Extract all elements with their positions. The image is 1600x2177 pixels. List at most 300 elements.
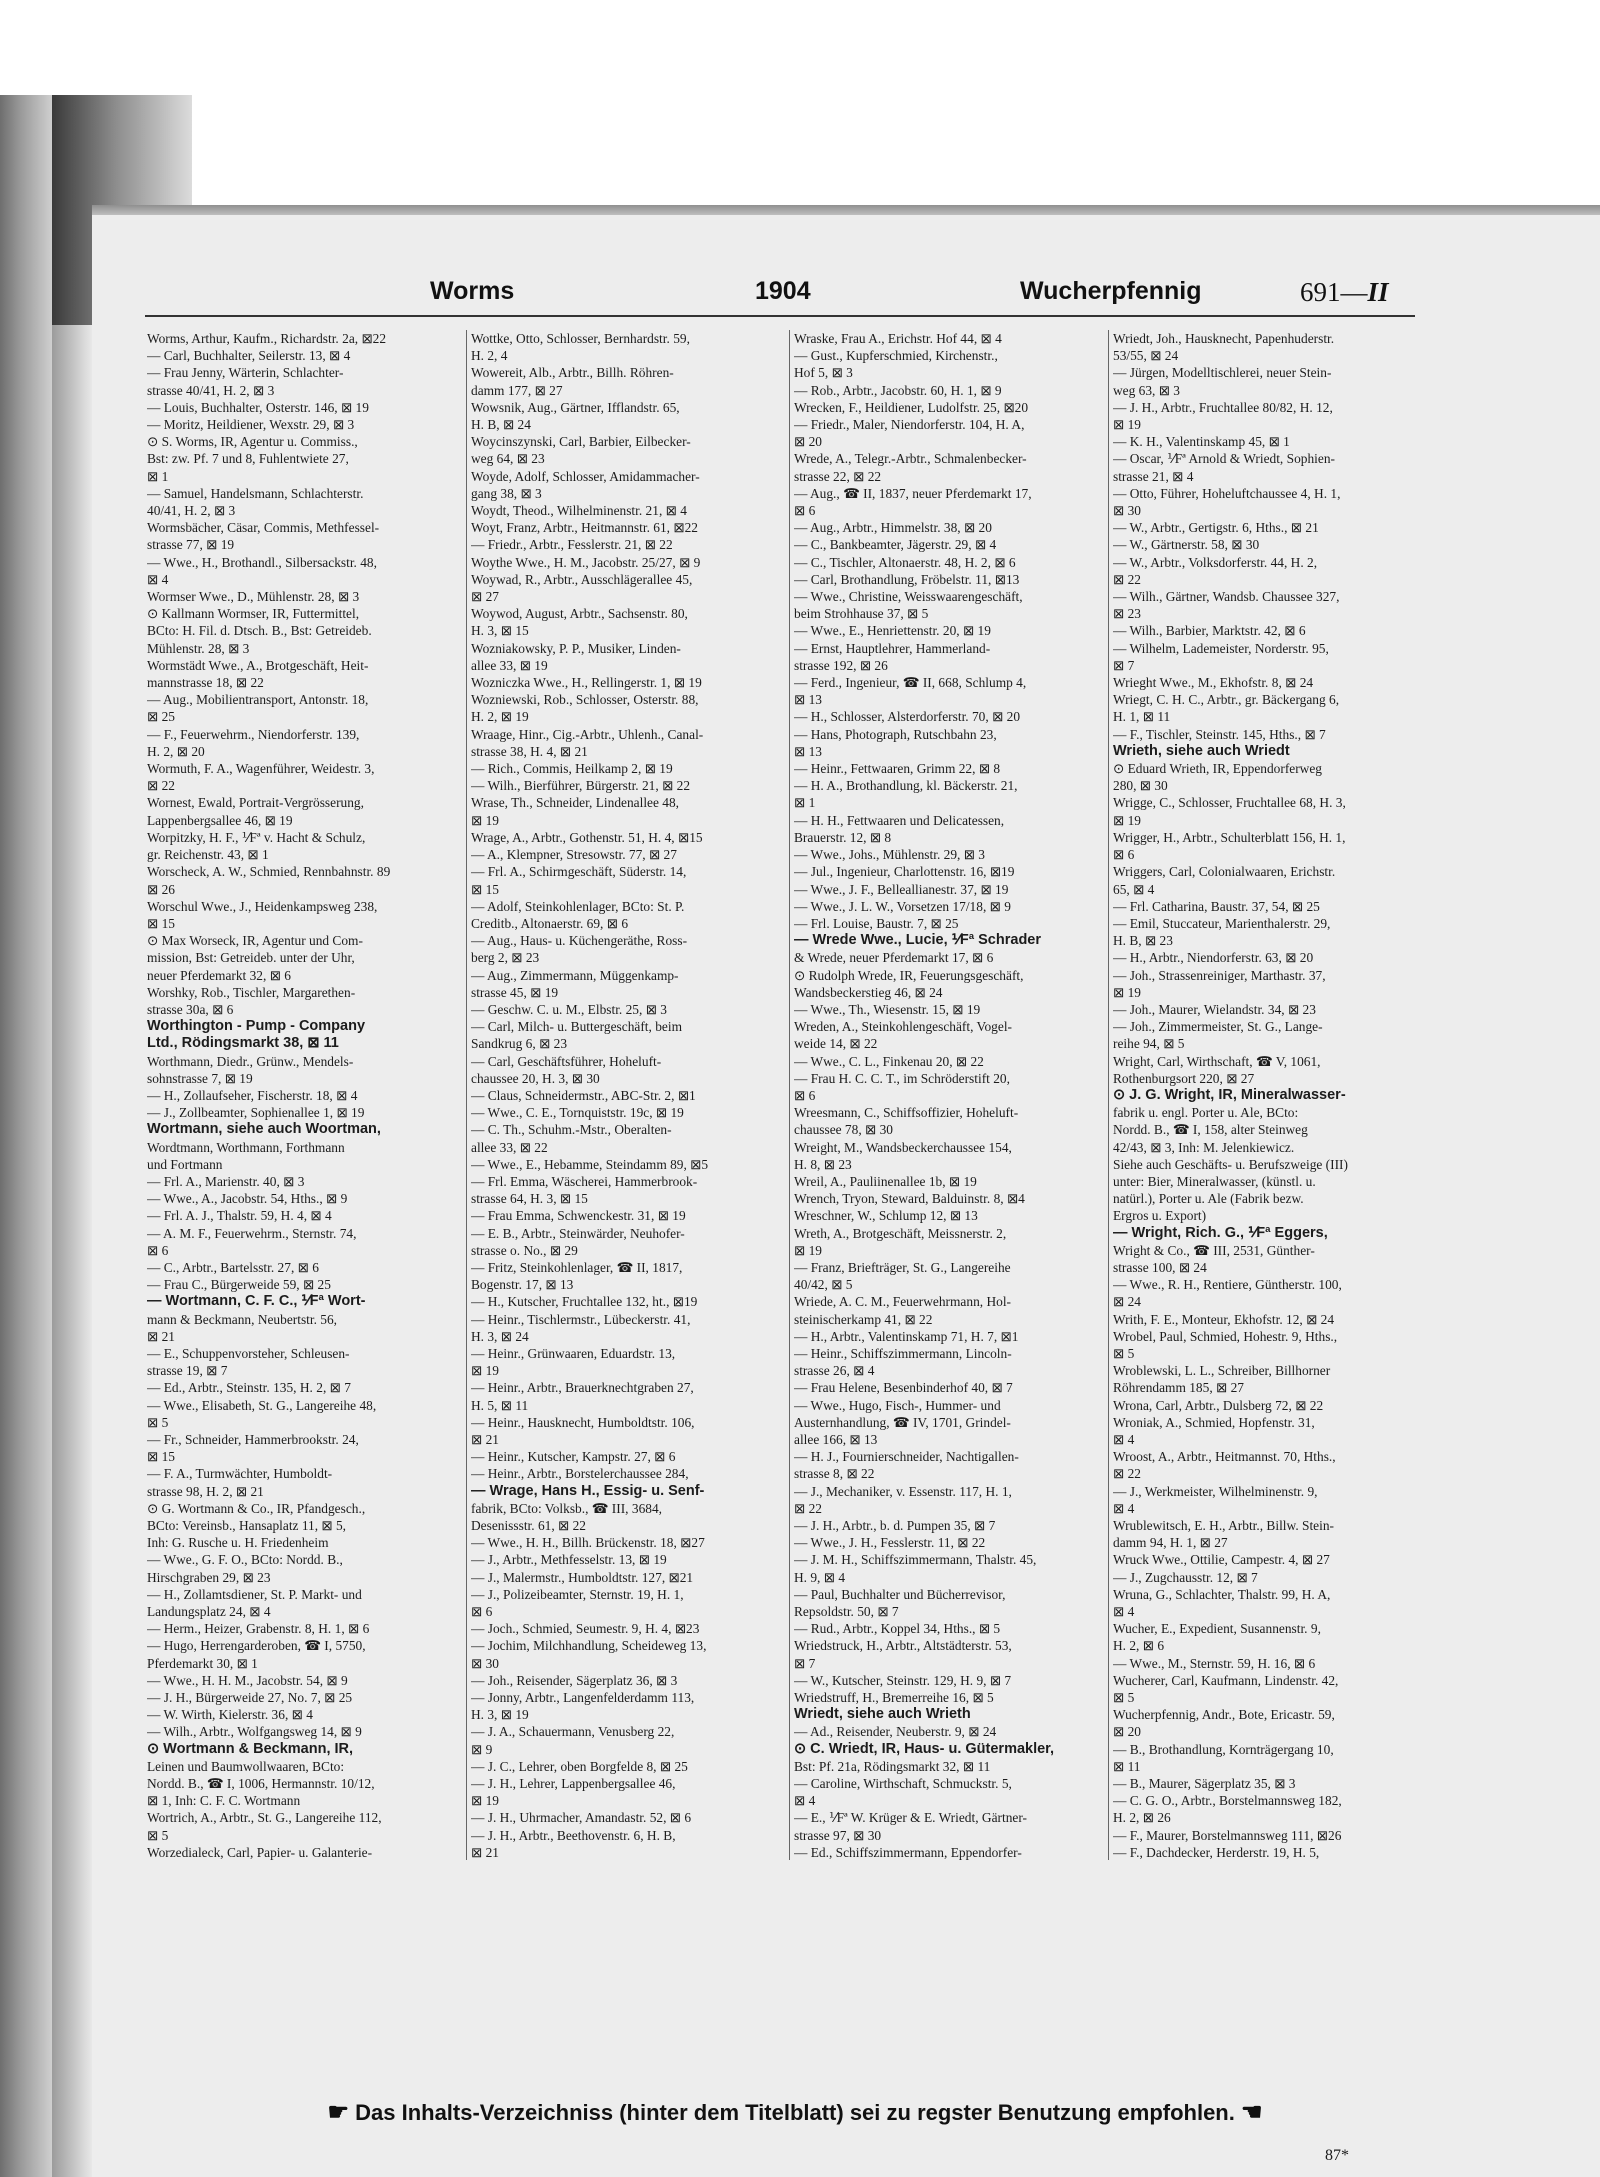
directory-entry: Woythe Wwe., H. M., Jacobstr. 25/27, ⊠ 9 [471,554,701,570]
directory-entry: gang 38, ⊠ 3 [471,485,542,501]
directory-entry: — Aug., Arbtr., Himmelstr. 38, ⊠ 20 [794,520,992,536]
directory-entry: ⊠ 19 [794,1242,822,1258]
directory-entry: strasse 40/41, H. 2, ⊠ 3 [147,382,275,398]
directory-entry: damm 94, H. 1, ⊠ 27 [1113,1535,1228,1551]
directory-entry: — J., Zollbeamter, Sophienallee 1, ⊠ 19 [147,1105,365,1121]
directory-entry: — C., Tischler, Altonaerstr. 48, H. 2, ⊠ 6 [794,554,1016,570]
directory-entry: ⊠ 4 [1113,1604,1135,1620]
directory-entry: ⊠ 19 [471,1363,499,1379]
directory-entry: — Wwe., G. F. O., BCto: Nordd. B., [147,1552,343,1568]
directory-entry: ⊠ 15 [471,881,499,897]
directory-entry: — Heinr., Kutscher, Kampstr. 27, ⊠ 6 [471,1449,676,1465]
directory-entry: allee 166, ⊠ 13 [794,1432,878,1447]
directory-entry: Wreschner, W., Schlump 12, ⊠ 13 [794,1208,978,1224]
directory-entry: ⊠ 1 [147,468,169,484]
directory-entry: — W. Wirth, Kielerstr. 36, ⊠ 4 [147,1707,313,1723]
directory-entry: — Rud., Arbtr., Koppel 34, Hths., ⊠ 5 [794,1621,1001,1637]
directory-entry: ⊠ 4 [794,1793,816,1809]
directory-entry: ⊠ 5 [147,1827,169,1843]
directory-entry: Wriegt, C. H. C., Arbtr., gr. Bäckergang 6, [1113,692,1340,708]
directory-entry: Wreesmann, C., Schiffsoffizier, Hoheluft- [794,1105,1019,1121]
column-2 [466,330,789,1860]
directory-entry: — Frl. A., Schirmgeschäft, Süderstr. 14, [471,864,687,880]
directory-entry: — Wwe., E., Henriettenstr. 20, ⊠ 19 [794,623,991,639]
directory-entry: strasse o. No., ⊠ 29 [471,1242,578,1258]
directory-entry: Wormstädt Wwe., A., Brotgeschäft, Heit- [147,657,369,673]
directory-entry: Wornest, Ewald, Portrait-Vergrösserung, [147,795,364,811]
directory-entry: — Wwe., Th., Wiesenstr. 15, ⊠ 19 [794,1001,981,1017]
directory-entry: — Adolf, Steinkohlenlager, BCto: St. P. [471,898,685,914]
directory-entry: — J., Polizeibeamter, Sternstr. 19, H. 1, [471,1586,684,1602]
directory-entry: — B., Maurer, Sägerplatz 35, ⊠ 3 [1113,1776,1296,1792]
directory-entry: Woywad, R., Arbtr., Ausschlägerallee 45, [471,571,693,587]
directory-entry: ⊠ 19 [1113,984,1141,1000]
directory-entry: ⊙ C. Wriedt, IR, Haus- u. Gütermakler, [794,1740,1055,1757]
directory-entry: — Carl, Brothandlung, Fröbelstr. 11, ⊠13 [794,571,1020,587]
directory-entry: — C., Arbtr., Bartelsstr. 27, ⊠ 6 [147,1259,319,1275]
directory-entry: Wrublewitsch, E. H., Arbtr., Billw. Stein- [1113,1518,1335,1534]
directory-entry: — A., Klempner, Stresowstr. 77, ⊠ 27 [471,847,677,863]
directory-entry: — Wwe., J. L. W., Vorsetzen 17/18, ⊠ 9 [794,898,1011,914]
directory-entry: — E., Schuppenvorsteher, Schleusen- [147,1345,350,1361]
directory-entry: — C. G. O., Arbtr., Borstelmannsweg 182, [1113,1793,1342,1809]
directory-entry: ⊠ 19 [471,1793,499,1809]
directory-entry: strasse 64, H. 3, ⊠ 15 [471,1191,588,1207]
directory-entry: ⊠ 6 [794,1087,816,1103]
directory-entry: — J. M. H., Schiffszimmermann, Thalstr. 45, [794,1552,1037,1568]
directory-entry: ⊙ Rudolph Wrede, IR, Feuerungsgeschäft, [794,967,1024,983]
directory-entry: — Carl, Milch- u. Buttergeschäft, beim [471,1019,682,1035]
directory-entry: Wowsnik, Aug., Gärtner, Ifflandstr. 65, [471,399,680,415]
directory-entry: — Wwe., A., Jacobstr. 54, Hths., ⊠ 9 [147,1191,348,1207]
directory-entry: — W., Kutscher, Steinstr. 129, H. 9, ⊠ 7 [794,1672,1012,1688]
directory-entry: — Fr., Schneider, Hammerbrookstr. 24, [147,1432,359,1447]
directory-entry: Sandkrug 6, ⊠ 23 [471,1036,568,1052]
directory-entry: ⊠ 30 [1113,503,1141,519]
directory-entry: und Fortmann [147,1156,223,1172]
directory-entry: ⊙ Eduard Wrieth, IR, Eppendorferweg [1113,761,1322,777]
directory-entry: Wormuth, F. A., Wagenführer, Weidestr. 3, [147,761,375,777]
directory-entry: H. B, ⊠ 24 [471,417,531,433]
directory-entry: Wozniakowsky, P. P., Musiker, Linden- [471,640,681,656]
directory-entry: H. B, ⊠ 23 [1113,933,1173,949]
directory-entry: Woydt, Theod., Wilhelminenstr. 21, ⊠ 4 [471,503,687,519]
directory-entry: ⊠ 6 [471,1604,493,1620]
page-number: 691—II [1300,277,1389,307]
directory-entry: ⊠ 20 [794,434,822,450]
directory-entry: & Wrede, neuer Pferdemarkt 17, ⊠ 6 [794,950,994,966]
directory-entry: — Wrage, Hans H., Essig- u. Senf- [471,1482,705,1499]
directory-entry: Wreight, M., Wandsbeckerchaussee 154, [794,1139,1012,1155]
directory-entry: — B., Brothandlung, Kornträgergang 10, [1113,1741,1334,1757]
directory-entry: — H. J., Fournierschneider, Nachtigallen- [794,1449,1019,1465]
directory-entry: Wrona, Carl, Arbtr., Dulsberg 72, ⊠ 22 [1113,1397,1324,1413]
directory-entry: ⊠ 5 [1113,1345,1135,1361]
directory-entry: — Ed., Arbtr., Steinstr. 135, H. 2, ⊠ 7 [147,1380,351,1396]
signature-mark: 87* [1325,2147,1349,2164]
directory-entry: — Jul., Ingenieur, Charlottenstr. 16, ⊠19 [794,864,1015,880]
directory-entry: Siehe auch Geschäfts- u. Berufszweige (III) [1113,1156,1348,1172]
directory-entry: ⊠ 6 [1113,847,1135,863]
directory-entry: ⊠ 7 [1113,657,1135,673]
directory-entry: Nordd. B., ☎ I, 158, alter Steinweg [1113,1122,1308,1138]
directory-entry: Worthmann, Diedr., Grünw., Mendels- [147,1053,354,1069]
directory-entry: weg 64, ⊠ 23 [471,451,545,467]
directory-entry: — W., Gärtnerstr. 58, ⊠ 30 [1113,537,1260,553]
directory-entry: Wriedt, siehe auch Wrieth [794,1706,971,1723]
directory-entry: — Fritz, Steinkohlenlager, ☎ II, 1817, [471,1259,683,1275]
directory-entry: ⊠ 25 [147,709,175,725]
directory-entry: berg 2, ⊠ 23 [471,950,540,966]
directory-entry: strasse 45, ⊠ 19 [471,984,559,1000]
directory-entry: ⊙ Wortmann & Beckmann, IR, [147,1740,354,1757]
directory-entry: Bst: zw. Pf. 7 und 8, Fuhlentwiete 27, [147,451,349,467]
directory-entry: — C., Bankbeamter, Jägerstr. 29, ⊠ 4 [794,537,997,553]
directory-entry: — Ad., Reisender, Neuberstr. 9, ⊠ 24 [794,1724,997,1740]
directory-entry: — Paul, Buchhalter und Bücherrevisor, [794,1586,1006,1602]
directory-entry: — Jonny, Arbtr., Langenfelderdamm 113, [471,1690,695,1706]
directory-entry: — Wwe., M., Sternstr. 59, H. 16, ⊠ 6 [1113,1655,1316,1671]
directory-entry: — E. B., Arbtr., Steinwärder, Neuhofer- [471,1225,685,1241]
directory-entry: — Heinr., Schiffszimmermann, Lincoln- [794,1345,1012,1361]
directory-entry: — Heinr., Tischlermstr., Lübeckerstr. 41, [471,1311,691,1327]
directory-entry: — Aug., Mobilientransport, Antonstr. 18, [147,692,369,708]
directory-entry: Wrede, A., Telegr.-Arbtr., Schmalenbecker- [794,451,1027,467]
directory-entry: — Friedr., Maler, Niendorferstr. 104, H. A, [794,417,1025,433]
directory-entry: ⊙ J. G. Wright, IR, Mineralwasser- [1113,1086,1346,1103]
directory-entry: — Hugo, Herrengarderoben, ☎ I, 5750, [147,1638,366,1654]
directory-entry: neuer Pferdemarkt 32, ⊠ 6 [147,967,291,983]
directory-entry: — Wilh., Barbier, Marktstr. 42, ⊠ 6 [1113,623,1306,639]
directory-entry: Desenissstr. 61, ⊠ 22 [471,1518,586,1534]
header-first-entry: Worms [430,277,515,305]
directory-entry: Worpitzky, H. F., ⅟Fª v. Hacht & Schulz, [147,829,366,845]
directory-entry: ⊠ 5 [1113,1690,1135,1706]
directory-entry: Worschul Wwe., J., Heidenkampsweg 238, [147,898,378,914]
directory-entry: — H., Arbtr., Valentinskamp 71, H. 7, ⊠1 [794,1328,1019,1344]
directory-entry: — Wwe., Hugo, Fisch-, Hummer- und [794,1397,1001,1413]
directory-entry: Worscheck, A. W., Schmied, Rennbahnstr. 89 [147,864,391,880]
directory-entry: — F., Feuerwehrm., Niendorferstr. 139, [147,726,360,742]
directory-entry: Ergros u. Export) [1113,1208,1207,1224]
directory-entry: ⊠ 23 [1113,606,1141,622]
directory-entry: — Carl, Geschäftsführer, Hoheluft- [471,1053,662,1069]
directory-entry: 53/55, ⊠ 24 [1113,348,1179,364]
directory-entry: — Frl. Louise, Baustr. 7, ⊠ 25 [794,915,959,931]
directory-entry: — Moritz, Heildiener, Wexstr. 29, ⊠ 3 [147,417,355,433]
directory-entry: Wriedstruff, H., Bremerreihe 16, ⊠ 5 [794,1690,994,1706]
directory-entry: — Frau H. C. C. T., im Schröderstift 20, [794,1070,1010,1086]
directory-entry: — Rob., Arbtr., Jacobstr. 60, H. 1, ⊠ 9 [794,382,1002,398]
directory-entry: steinischerkamp 41, ⊠ 22 [794,1311,933,1327]
directory-entry: — Wwe., C. E., Tornquiststr. 19c, ⊠ 19 [471,1105,684,1121]
directory-entry: — Jürgen, Modelltischlerei, neuer Stein- [1113,365,1332,381]
directory-entry: fabrik u. engl. Porter u. Ale, BCto: [1113,1105,1299,1121]
directory-entry: — Wortmann, C. F. C., ⅟Fª Wort- [147,1293,366,1310]
directory-entry: — Wilhelm, Lademeister, Norderstr. 95, [1113,640,1329,656]
directory-entry: natürl.), Porter u. Ale (Fabrik bezw. [1113,1191,1304,1207]
directory-entry: — Frau Jenny, Wärterin, Schlachter- [147,365,344,381]
directory-entry: — J. A., Schauermann, Venusberg 22, [471,1724,675,1740]
directory-entry: — J., Mechaniker, v. Essenstr. 117, H. 1, [794,1483,1012,1499]
directory-entry: Wruna, G., Schlachter, Thalstr. 99, H. A, [1113,1586,1331,1602]
directory-entry: Hirschgraben 29, ⊠ 23 [147,1569,271,1585]
directory-entry: — Friedr., Arbtr., Fesslerstr. 21, ⊠ 22 [471,537,673,553]
directory-entry: H. 3, ⊠ 24 [471,1328,529,1344]
directory-entry: Wortmann, siehe auch Woortman, [147,1121,381,1138]
directory-entry: reihe 94, ⊠ 5 [1113,1036,1185,1052]
directory-entry: ⊠ 27 [471,589,499,605]
directory-entry: ⊠ 6 [147,1242,169,1258]
directory-entry: fabrik, BCto: Volksb., ☎ III, 3684, [471,1500,663,1516]
directory-entry: 40/41, H. 2, ⊠ 3 [147,503,236,519]
directory-entry: — Joh., Reisender, Sägerplatz 36, ⊠ 3 [471,1672,678,1688]
directory-entry: ⊠ 24 [1113,1294,1141,1310]
directory-entry: — J. H., Arbtr., b. d. Pumpen 35, ⊠ 7 [794,1518,996,1534]
directory-entry: Repsoldstr. 50, ⊠ 7 [794,1604,899,1620]
directory-entry: Brauerstr. 12, ⊠ 8 [794,829,892,845]
header-year: 1904 [755,277,811,305]
directory-entry: BCto: Vereinsb., Hansaplatz 11, ⊠ 5, [147,1518,347,1534]
directory-entry: Creditb., Altonaerstr. 69, ⊠ 6 [471,915,629,931]
directory-entry: 40/42, ⊠ 5 [794,1277,853,1293]
directory-entry: strasse 19, ⊠ 7 [147,1363,228,1379]
directory-entry: — H., Schlosser, Alsterdorferstr. 70, ⊠ 20 [794,709,1021,725]
directory-entry: — Louis, Buchhalter, Osterstr. 146, ⊠ 19 [147,399,369,415]
directory-entry: — Joh., Strassenreiniger, Marthastr. 37, [1113,967,1326,983]
directory-entry: Austernhandlung, ☎ IV, 1701, Grindel- [794,1414,1011,1430]
directory-entry: ⊠ 26 [147,881,175,897]
directory-entry: ⊠ 4 [1113,1500,1135,1516]
directory-entry: 65, ⊠ 4 [1113,881,1155,897]
directory-entry: H. 2, ⊠ 26 [1113,1810,1171,1826]
directory-entry: Wrieght Wwe., M., Ekhofstr. 8, ⊠ 24 [1113,675,1314,691]
directory-entry: ⊠ 15 [147,1449,175,1465]
directory-entry: BCto: H. Fil. d. Dtsch. B., Bst: Getreideb. [147,623,372,639]
column-1 [147,330,465,1860]
directory-entry: Wormsbächer, Cäsar, Commis, Methfessel- [147,520,380,536]
directory-entry: — J. H., Uhrmacher, Amandastr. 52, ⊠ 6 [471,1810,692,1826]
directory-entry: Wreden, A., Steinkohlengeschäft, Vogel- [794,1019,1013,1035]
directory-entry: ⊠ 1, Inh: C. F. C. Wortmann [147,1793,301,1809]
directory-entry: — Heinr., Fettwaaren, Grimm 22, ⊠ 8 [794,761,1001,777]
directory-entry: Wucherpfennig, Andr., Bote, Ericastr. 59, [1113,1707,1335,1723]
directory-entry: ⊙ Kallmann Wormser, IR, Futtermittel, [147,606,360,622]
directory-entry: ⊠ 7 [794,1655,816,1671]
directory-entry: — Wwe., C. L., Finkenau 20, ⊠ 22 [794,1053,984,1069]
directory-entry: Wroblewski, L. L., Schreiber, Billhorner [1113,1363,1331,1379]
directory-entry: strasse 26, ⊠ 4 [794,1363,875,1379]
directory-entry: ⊙ G. Wortmann & Co., IR, Pfandgesch., [147,1500,366,1516]
directory-entry: strasse 22, ⊠ 22 [794,468,882,484]
previous-page-edge [0,95,52,2177]
directory-entry: allee 33, ⊠ 19 [471,657,548,673]
directory-entry: — Wwe., Johs., Mühlenstr. 29, ⊠ 3 [794,847,985,863]
directory-entry: strasse 30a, ⊠ 6 [147,1001,234,1017]
directory-entry: beim Strohhause 37, ⊠ 5 [794,606,929,622]
directory-entry: strasse 38, H. 4, ⊠ 21 [471,743,588,759]
directory-entry: strasse 98, H. 2, ⊠ 21 [147,1483,264,1499]
directory-entry: ⊙ Max Worseck, IR, Agentur und Com- [147,933,363,949]
directory-entry: Writh, F. E., Monteur, Ekhofstr. 12, ⊠ 24 [1113,1311,1335,1327]
directory-entry: H. 9, ⊠ 4 [794,1569,846,1585]
directory-entry: Wraske, Frau A., Erichstr. Hof 44, ⊠ 4 [794,331,1002,346]
directory-entry: — Frl. A. J., Thalstr. 59, H. 4, ⊠ 4 [147,1208,332,1224]
directory-entry: Woycinszynski, Carl, Barbier, Eilbecker- [471,434,691,450]
directory-entry: Wrecken, F., Heildiener, Ludolfstr. 25, ⊠20 [794,399,1029,415]
directory-entry: — J. H., Bürgerweide 27, No. 7, ⊠ 25 [147,1690,353,1706]
directory-entry: Worshky, Rob., Tischler, Margarethen- [147,984,356,1000]
directory-entry: 42/43, ⊠ 3, Inh: M. Jelenkiewicz. [1113,1139,1295,1155]
directory-entry: Nordd. B., ☎ I, 1006, Hermannstr. 10/12, [147,1776,375,1792]
directory-entry: Inh: G. Rusche u. H. Friedenheim [147,1535,329,1551]
directory-entry: Bst: Pf. 21a, Rödingsmarkt 32, ⊠ 11 [794,1758,991,1774]
directory-entry: Wrieth, siehe auch Wriedt [1113,742,1290,759]
directory-entry: Wucher, E., Expedient, Susannenstr. 9, [1113,1621,1321,1637]
directory-entry: unter: Bier, Mineralwasser, (künstl. u. [1113,1173,1316,1189]
directory-entry: — J., Zugchausstr. 12, ⊠ 7 [1113,1569,1258,1585]
directory-entry: gr. Reichenstr. 43, ⊠ 1 [147,847,269,863]
directory-entry: Wrigge, C., Schlosser, Fruchtallee 68, H. 3, [1113,795,1346,811]
directory-entry: — Ed., Schiffszimmermann, Eppendorfer- [794,1844,1022,1860]
directory-entry: H. 3, ⊠ 15 [471,623,529,639]
directory-entry: Wroost, A., Arbtr., Heitmannst. 70, Hths., [1113,1449,1336,1465]
directory-entry: — Carl, Buchhalter, Seilerstr. 13, ⊠ 4 [147,348,351,364]
directory-entry: weide 14, ⊠ 22 [794,1036,878,1052]
directory-entry: Wrigger, H., Arbtr., Schulterblatt 156, H. 1, [1113,829,1346,845]
directory-entry: Woyde, Adolf, Schlosser, Amidammacher- [471,468,700,484]
directory-entry: H. 2, 4 [471,348,508,364]
directory-entry: Wruck Wwe., Ottilie, Campestr. 4, ⊠ 27 [1113,1552,1330,1568]
directory-entry: Wriede, A. C. M., Feuerwehrmann, Hol- [794,1294,1012,1310]
directory-entry: ⊠ 11 [1113,1758,1141,1774]
directory-entry: — Herm., Heizer, Grabenstr. 8, H. 1, ⊠ 6 [147,1621,370,1637]
directory-entry: ⊠ 22 [1113,571,1141,587]
directory-entry: — H., Zollamtsdiener, St. P. Markt- und [147,1586,362,1602]
directory-entry: — Ernst, Hauptlehrer, Hammerland- [794,640,991,656]
directory-entry: — Frl. Catharina, Baustr. 37, 54, ⊠ 25 [1113,898,1320,914]
directory-entry: — Otto, Führer, Hoheluftchaussee 4, H. 1, [1113,485,1341,501]
directory-entry: Rothenburgsort 220, ⊠ 27 [1113,1070,1255,1086]
directory-entry: chaussee 78, ⊠ 30 [794,1122,893,1138]
directory-entry: — Ferd., Ingenieur, ☎ II, 668, Schlump 4, [794,675,1027,691]
directory-entry: — Frau C., Bürgerweide 59, ⊠ 25 [147,1277,331,1293]
directory-entry: mann & Beckmann, Neubertstr. 56, [147,1311,338,1327]
directory-entry: Wozniewski, Rob., Schlosser, Osterstr. 88, [471,692,699,708]
directory-entry: — Joh., Zimmermeister, St. G., Lange- [1113,1019,1323,1035]
directory-entry: H. 8, ⊠ 23 [794,1156,852,1172]
directory-entry: ⊠ 1 [794,795,816,811]
directory-entry: — Wwe., E., Hebamme, Steindamm 89, ⊠5 [471,1156,709,1172]
directory-entry: — Wwe., J. H., Fesslerstr. 11, ⊠ 22 [794,1535,986,1551]
directory-entry: — Hans, Photograph, Rutschbahn 23, [794,726,997,742]
directory-entry: Wriedstruck, H., Arbtr., Altstädterstr. 53, [794,1638,1012,1654]
directory-entry: strasse 8, ⊠ 22 [794,1466,875,1482]
directory-entry: ⊠ 15 [147,915,175,931]
directory-entry: — Wwe., R. H., Rentiere, Güntherstr. 100, [1113,1277,1342,1293]
pointing-hand-left-icon: ☚ [1241,2099,1263,2126]
directory-entry: — Wwe., H. H., Billh. Brückenstr. 18, ⊠27 [471,1535,705,1551]
directory-entry: Ltd., Rödingsmarkt 38, ⊠ 11 [147,1035,339,1052]
directory-entry: ⊠ 13 [794,692,822,708]
directory-entry: ⊠ 19 [1113,812,1141,828]
directory-entry: Wowereit, Alb., Arbtr., Billh. Röhren- [471,365,674,381]
directory-entry: Bogenstr. 17, ⊠ 13 [471,1277,574,1293]
directory-entry: — J. H., Arbtr., Fruchtallee 80/82, H. 12, [1113,399,1333,415]
directory-entry: strasse 21, ⊠ 4 [1113,468,1194,484]
directory-entry: — Wilh., Arbtr., Wolfgangsweg 14, ⊠ 9 [147,1724,362,1740]
directory-entry: — Heinr., Hausknecht, Humboldtstr. 106, [471,1414,695,1430]
directory-entry: chaussee 20, H. 3, ⊠ 30 [471,1070,600,1086]
directory-entry: Wright, Carl, Wirthschaft, ☎ V, 1061, [1113,1053,1321,1069]
directory-entry: H. 2, ⊠ 20 [147,743,205,759]
directory-entry: — C. Th., Schuhm.-Mstr., Oberalten- [471,1122,672,1138]
directory-entry: H. 2, ⊠ 6 [1113,1638,1165,1654]
directory-entry: Wucherer, Carl, Kaufmann, Lindenstr. 42, [1113,1672,1339,1688]
directory-entry: — Joch., Schmied, Seumestr. 9, H. 4, ⊠23 [471,1621,700,1637]
directory-entry: H. 1, ⊠ 11 [1113,709,1171,725]
directory-entry: — Wilh., Bierführer, Bürgerstr. 21, ⊠ 22 [471,778,691,794]
directory-entry: — Jochim, Milchhandlung, Scheideweg 13, [471,1638,707,1654]
directory-entry: H. 2, ⊠ 19 [471,709,529,725]
directory-entry: — F., Maurer, Borstelmannsweg 111, ⊠26 [1113,1827,1342,1843]
directory-entry: — Wright, Rich. G., ⅟Fª Eggers, [1113,1224,1328,1241]
directory-entry: strasse 97, ⊠ 30 [794,1827,882,1843]
directory-entry: ⊠ 19 [471,812,499,828]
directory-entry: Wreth, A., Brotgeschäft, Meissnerstr. 2, [794,1225,1007,1241]
directory-entry: — K. H., Valentinskamp 45, ⊠ 1 [1113,434,1290,450]
directory-entry: — Heinr., Arbtr., Borstelerchaussee 284, [471,1466,689,1482]
directory-entry: ⊠ 9 [471,1741,493,1757]
directory-entry: Wormser Wwe., D., Mühlenstr. 28, ⊠ 3 [147,589,360,605]
directory-entry: Wandsbeckerstieg 46, ⊠ 24 [794,984,943,1000]
directory-entry: ⊠ 4 [1113,1432,1135,1447]
binding-shadow [52,325,92,2177]
directory-entry: — Aug., ☎ II, 1837, neuer Pferdemarkt 17, [794,485,1032,501]
directory-entry: — H. A., Brothandlung, kl. Bäckerstr. 21, [794,778,1018,794]
directory-entry: — Frl. A., Marienstr. 40, ⊠ 3 [147,1173,305,1189]
directory-entry: weg 63, ⊠ 3 [1113,382,1181,398]
footer-notice [270,2098,1320,2127]
directory-entry: Leinen und Baumwollwaaren, BCto: [147,1758,345,1774]
directory-entry: — W., Arbtr., Volksdorferstr. 44, H. 2, [1113,554,1318,570]
directory-entry: Röhrendamm 185, ⊠ 27 [1113,1380,1244,1396]
directory-entry: — A. M. F., Feuerwehrm., Sternstr. 74, [147,1225,357,1241]
directory-entry: Wozniczka Wwe., H., Rellingerstr. 1, ⊠ 19 [471,675,702,691]
directory-entry: — F. A., Turmwächter, Humboldt- [147,1466,333,1482]
directory-entry: — Wwe., H. H. M., Jacobstr. 54, ⊠ 9 [147,1672,348,1688]
directory-entry: strasse 77, ⊠ 19 [147,537,235,553]
directory-entry: — F., Tischler, Steinstr. 145, Hths., ⊠ 7 [1113,726,1326,742]
directory-entry: Worzedialeck, Carl, Papier- u. Galanterie- [147,1844,373,1860]
directory-entry: Wordtmann, Worthmann, Forthmann [147,1139,345,1155]
directory-entry: 280, ⊠ 30 [1113,778,1168,794]
directory-entry: ⊠ 20 [1113,1724,1141,1740]
directory-entry: ⊠ 21 [471,1844,499,1860]
directory-entry: Wriedt, Joh., Hausknecht, Papenhuderstr. [1113,331,1335,346]
column-4 [1108,330,1431,1860]
directory-entry: — Claus, Schneidermstr., ABC-Str. 2, ⊠1 [471,1087,696,1103]
directory-entry: ⊠ 19 [1113,417,1141,433]
directory-entry: — H. H., Fettwaaren und Delicatessen, [794,812,1005,828]
directory-entry: mannstrasse 18, ⊠ 22 [147,675,264,691]
directory-entry: — J. H., Lehrer, Lappenbergsallee 46, [471,1776,676,1792]
directory-entry: Wrage, A., Arbtr., Gothenstr. 51, H. 4, ⊠15 [471,829,703,845]
directory-entry: ⊠ 5 [147,1414,169,1430]
directory-entry: — Wwe., H., Brothandl., Silbersackstr. 48, [147,554,377,570]
directory-entry: Wright & Co., ☎ III, 2531, Günther- [1113,1242,1315,1258]
directory-entry: — H., Kutscher, Fruchtallee 132, ht., ⊠19 [471,1294,698,1310]
